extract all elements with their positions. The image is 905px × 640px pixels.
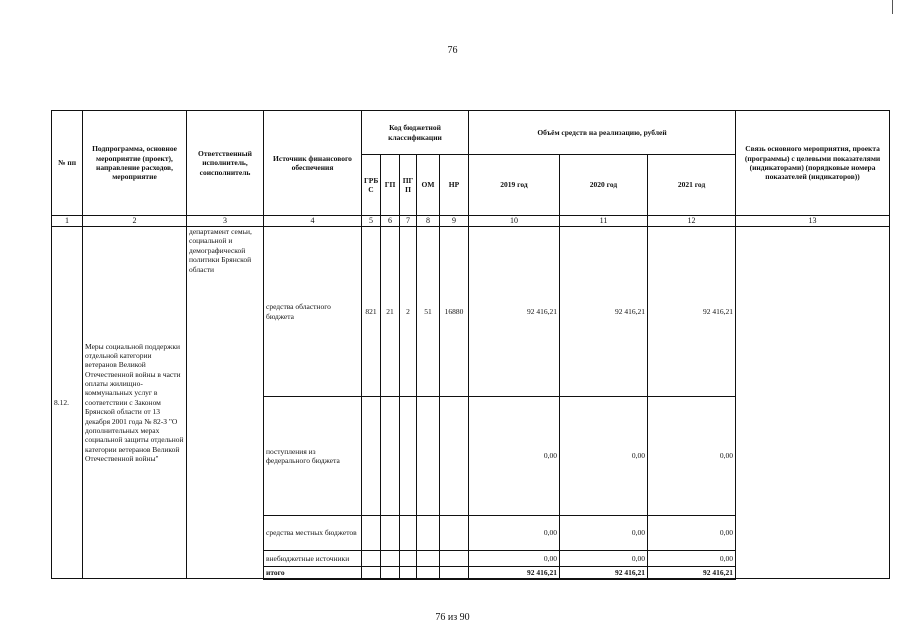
om-cell [417,516,440,551]
index-cell: 4 [264,216,362,227]
grbs-cell [362,516,381,551]
pgp-cell [400,516,417,551]
entry-number: 8.12. [52,227,83,579]
code-nr-header: НР [440,155,469,216]
om-cell [417,567,440,579]
value-2021-cell: 92 416,21 [648,227,736,397]
index-cell: 2 [83,216,187,227]
index-cell: 1 [52,216,83,227]
gp-cell [381,397,400,516]
code-pgp-header: ПГ П [400,155,417,216]
link-cell [736,227,890,579]
total-label: итого [264,567,362,579]
col-subprogram-header: Подпрограмма, основное мероприятие (проект), направление расходов, мероприятие [83,111,187,216]
value-2021-cell: 0,00 [648,397,736,516]
value-2021-cell: 0,00 [648,516,736,551]
index-cell: 13 [736,216,890,227]
col-link-header: Связь основного мероприятия, проекта (программы) с целевыми показателями (индикаторами) (порядковые номера показателей (индикаторов)) [736,111,890,216]
nr-cell [440,516,469,551]
header-row-1 [52,111,890,155]
value-2019-cell: 0,00 [469,397,560,516]
pgp-cell [400,397,417,516]
index-cell: 11 [560,216,648,227]
col-source-header: Источник финансового обеспечения [264,111,362,216]
entry-name: Меры социальной поддержки отдельной категории ветеранов Великой Отечественной войны в части оплаты жилищно-коммунальных услуг в соответствии с Законом Брянской области от 13 декабря 2001 года № 82-З "О дополнительных мерах социальной защиты отдельной категории ветеранов Великой Отечественной войны" [83,227,187,579]
column-index-row [52,216,890,227]
source-cell: средства областного бюджета [264,227,362,397]
code-gp-header: ГП [381,155,400,216]
nr-cell [440,567,469,579]
col-num-header: № пп [52,111,83,216]
grbs-cell: 821 [362,227,381,397]
page-footer: 76 из 90 [435,612,470,623]
value-2019-cell: 92 416,21 [469,227,560,397]
grbs-cell [362,551,381,567]
pgp-cell [400,551,417,567]
index-cell: 5 [362,216,381,227]
table-row [52,227,890,397]
total-2020-cell: 92 416,21 [560,567,648,579]
volume-header: Объём средств на реализацию, рублей [469,111,736,155]
grbs-cell [362,567,381,579]
gp-cell: 21 [381,227,400,397]
om-cell [417,551,440,567]
index-cell: 12 [648,216,736,227]
nr-cell [440,397,469,516]
index-cell: 7 [400,216,417,227]
index-cell: 8 [417,216,440,227]
entry-responsible: департамент семьи, социальной и демографической политики Брянской области [187,227,264,579]
value-2021-cell: 0,00 [648,551,736,567]
budget-code-header: Код бюджетной классификации [362,111,469,155]
gp-cell [381,551,400,567]
col-responsible-header: Ответственный исполнитель, соисполнитель [187,111,264,216]
pgp-cell: 2 [400,227,417,397]
year-2019-header: 2019 год [469,155,560,216]
source-cell: поступления из федерального бюджета [264,397,362,516]
code-grbs-header: ГРБ С [362,155,381,216]
pgp-cell [400,567,417,579]
nr-cell [440,551,469,567]
grbs-cell [362,397,381,516]
value-2020-cell: 92 416,21 [560,227,648,397]
index-cell: 10 [469,216,560,227]
index-cell: 6 [381,216,400,227]
year-2021-header: 2021 год [648,155,736,216]
value-2020-cell: 0,00 [560,397,648,516]
page-edge-mark [892,0,893,14]
om-cell [417,397,440,516]
page-number: 76 [447,45,458,56]
value-2020-cell: 0,00 [560,516,648,551]
total-2021-cell: 92 416,21 [648,567,736,579]
om-cell: 51 [417,227,440,397]
value-2020-cell: 0,00 [560,551,648,567]
index-cell: 9 [440,216,469,227]
code-om-header: ОМ [417,155,440,216]
budget-table [51,110,890,580]
nr-cell: 16880 [440,227,469,397]
value-2019-cell: 0,00 [469,551,560,567]
year-2020-header: 2020 год [560,155,648,216]
gp-cell [381,516,400,551]
gp-cell [381,567,400,579]
value-2019-cell: 0,00 [469,516,560,551]
total-2019-cell: 92 416,21 [469,567,560,579]
source-cell: средства местных бюджетов [264,516,362,551]
source-cell: внебюджетные источники [264,551,362,567]
index-cell: 3 [187,216,264,227]
